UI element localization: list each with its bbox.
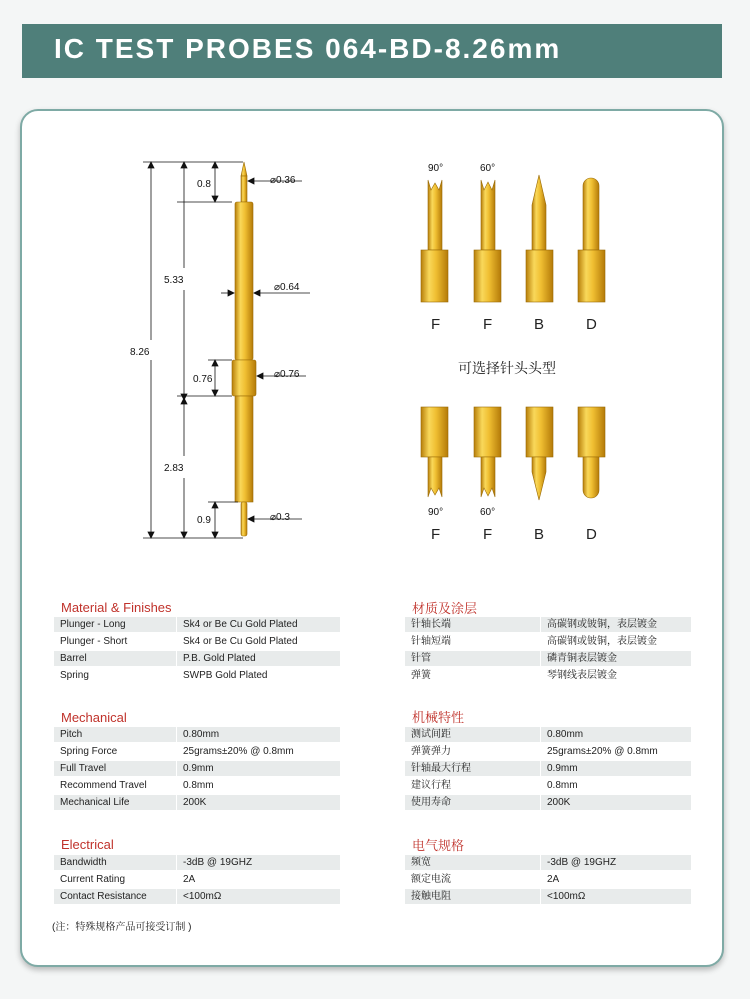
table-cell-key: 建议行程 — [411, 780, 451, 791]
table-row — [54, 617, 340, 632]
tip-letter-top-4: D — [586, 316, 597, 333]
table-row — [54, 872, 340, 887]
table-cell-value: 琴钢线表层镀金 — [540, 668, 691, 683]
table-row — [405, 617, 691, 632]
table-cell-value: 200K — [540, 795, 691, 810]
tip-letter-bottom-2: F — [483, 526, 493, 543]
dim-total-length: 8.26 — [130, 347, 150, 358]
table-cell-key: 测试间距 — [411, 729, 451, 740]
table-cell-key: 针轴长端 — [411, 619, 451, 630]
custom-order-note: (注：特殊规格产品可接受订制 ) — [52, 922, 192, 933]
mechanical-cn-table — [405, 727, 691, 812]
tip-option-f90-top — [421, 180, 448, 302]
table-cell-value: 2A — [540, 872, 691, 887]
table-row — [405, 872, 691, 887]
table-cell-key: Barrel — [60, 653, 87, 664]
tip-letter-bottom-4: D — [586, 526, 597, 543]
table-cell-key: Spring — [60, 670, 89, 681]
mechanical-en-title: Mechanical — [61, 710, 127, 725]
table-cell-value: -3dB @ 19GHZ — [540, 855, 691, 870]
table-cell-key: 针轴短端 — [411, 636, 451, 647]
table-cell-key: Recommend Travel — [60, 780, 147, 791]
tip-letter-bottom-1: F — [431, 526, 441, 543]
mechanical-cn-title: 机械特性 — [412, 710, 465, 725]
electrical-cn-table — [405, 855, 691, 906]
table-cell-value: 0.8mm — [176, 778, 340, 793]
table-cell-value: -3dB @ 19GHZ — [176, 855, 340, 870]
tip-letter-top-2: F — [483, 316, 493, 333]
dimension-lines — [143, 162, 310, 538]
table-cell-value: 0.80mm — [176, 727, 340, 742]
dim-collar-diameter: ⌀0.76 — [274, 369, 300, 380]
materials-en-table — [54, 617, 340, 685]
tip-options-top — [421, 175, 605, 302]
table-cell-value: 2A — [176, 872, 340, 887]
table-cell-key: Current Rating — [60, 874, 126, 885]
tip-option-d-top — [578, 178, 605, 302]
table-cell-key: Spring Force — [60, 746, 118, 757]
dim-collar-length: 0.76 — [193, 374, 213, 385]
table-row — [405, 744, 691, 759]
tip-angle-top-2: 60° — [480, 163, 496, 174]
table-row — [405, 651, 691, 666]
dim-barrel-diameter: ⌀0.64 — [274, 282, 300, 293]
table-row — [54, 889, 340, 904]
table-row — [54, 744, 340, 759]
tip-letter-bottom-3: B — [534, 526, 545, 543]
tip-letter-top-3: B — [534, 316, 545, 333]
table-cell-key: 使用寿命 — [411, 797, 451, 808]
table-row — [405, 634, 691, 649]
table-cell-key: Plunger - Short — [60, 636, 128, 647]
electrical-en-table — [54, 855, 340, 906]
dim-tip-diameter: ⌀0.36 — [270, 175, 296, 186]
table-row — [54, 634, 340, 649]
table-cell-key: 针管 — [411, 653, 431, 664]
tip-option-d-bottom — [578, 407, 605, 498]
dim-bottom-tip-length: 0.9 — [197, 515, 211, 526]
tip-option-f60-bottom — [474, 407, 501, 497]
mechanical-en-table — [54, 727, 340, 812]
table-cell-value: 磷青铜表层镀金 — [540, 651, 691, 666]
tip-option-f60-top — [474, 180, 501, 302]
electrical-cn-title: 电气规格 — [412, 838, 465, 853]
table-cell-key: 针轴最大行程 — [411, 763, 471, 774]
tip-options-caption: 可选择针头头型 — [458, 360, 556, 376]
materials-cn-title: 材质及涂层 — [412, 601, 478, 616]
table-cell-value: 0.80mm — [540, 727, 691, 742]
table-cell-key: Plunger - Long — [60, 619, 126, 630]
table-cell-key: 接触电阻 — [411, 891, 451, 902]
table-row — [54, 778, 340, 793]
table-row — [54, 651, 340, 666]
table-cell-value: <100mΩ — [176, 889, 340, 904]
table-row — [54, 761, 340, 776]
table-row — [54, 795, 340, 810]
dim-tip-length: 0.8 — [197, 179, 211, 190]
table-cell-value: 0.9mm — [540, 761, 691, 776]
tip-option-f90-bottom — [421, 407, 448, 497]
materials-en-title: Material & Finishes — [61, 600, 172, 615]
table-cell-key: 频宽 — [411, 857, 431, 868]
table-row — [54, 855, 340, 870]
table-cell-key: 额定电流 — [411, 874, 451, 885]
page-title: IC TEST PROBES 064-BD-8.26mm — [54, 33, 562, 64]
dim-lower-length: 2.83 — [164, 463, 184, 474]
table-cell-value: 高碳钢或铍铜，表层镀金 — [540, 617, 691, 632]
tip-angle-top-1: 90° — [428, 163, 444, 174]
table-cell-value: Sk4 or Be Cu Gold Plated — [176, 634, 340, 649]
tip-options-bottom — [421, 407, 605, 500]
table-cell-value: P.B. Gold Plated — [176, 651, 340, 666]
table-row — [54, 727, 340, 742]
table-row — [405, 727, 691, 742]
table-cell-value: 25grams±20% @ 0.8mm — [540, 744, 691, 759]
table-row — [405, 889, 691, 904]
table-cell-value: 高碳钢或铍铜，表层镀金 — [540, 634, 691, 649]
table-row — [405, 855, 691, 870]
table-row — [405, 761, 691, 776]
table-row — [54, 668, 340, 683]
electrical-en-title: Electrical — [61, 837, 114, 852]
tip-angle-bottom-1: 90° — [428, 507, 444, 518]
table-cell-value: 0.9mm — [176, 761, 340, 776]
tip-letter-top-1: F — [431, 316, 441, 333]
table-cell-value: 200K — [176, 795, 340, 810]
table-cell-key: Full Travel — [60, 763, 107, 774]
main-probe — [232, 162, 256, 536]
table-cell-key: Pitch — [60, 729, 83, 740]
dim-bottom-diameter: ⌀0.3 — [270, 512, 290, 523]
table-cell-value: SWPB Gold Plated — [176, 668, 340, 683]
table-row — [405, 795, 691, 810]
table-cell-value: 25grams±20% @ 0.8mm — [176, 744, 340, 759]
tip-angle-bottom-2: 60° — [480, 507, 496, 518]
table-row — [405, 778, 691, 793]
table-cell-value: 0.8mm — [540, 778, 691, 793]
table-cell-key: 弹簧 — [411, 670, 431, 681]
table-cell-key: Contact Resistance — [60, 891, 147, 902]
table-cell-key: 弹簧弹力 — [411, 746, 451, 757]
tip-option-b-top — [526, 175, 553, 302]
table-row — [405, 668, 691, 683]
table-cell-key: Bandwidth — [60, 857, 107, 868]
tip-option-b-bottom — [526, 407, 553, 500]
dim-upper-length: 5.33 — [164, 275, 184, 286]
materials-cn-table — [405, 617, 691, 685]
table-cell-value: Sk4 or Be Cu Gold Plated — [176, 617, 340, 632]
table-cell-key: Mechanical Life — [60, 797, 130, 808]
table-cell-value: <100mΩ — [540, 889, 691, 904]
